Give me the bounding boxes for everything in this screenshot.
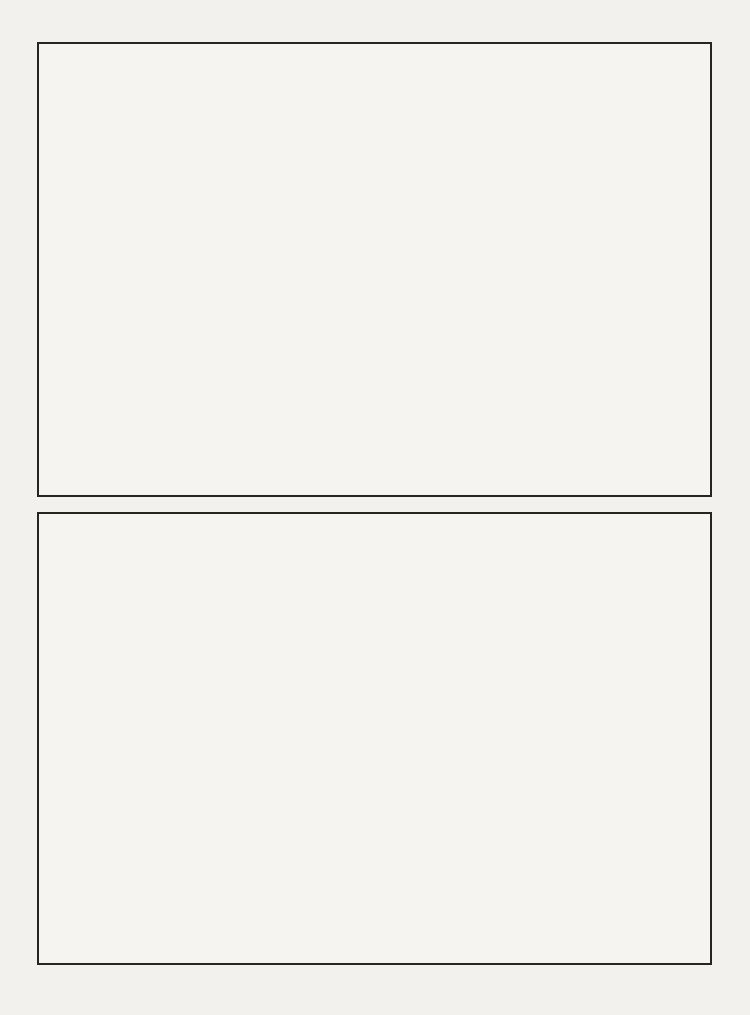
roster-table-top <box>37 42 712 497</box>
roster-table-bottom <box>37 512 712 965</box>
